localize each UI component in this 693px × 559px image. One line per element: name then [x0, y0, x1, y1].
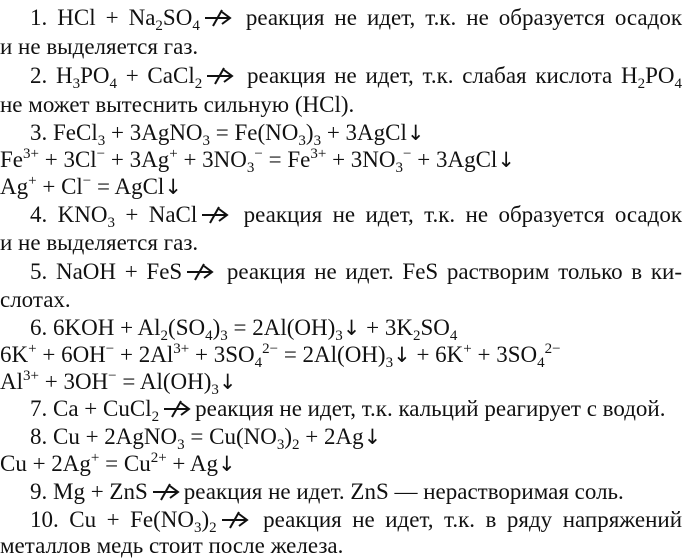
- item-3-line-1: 3. FeCl$_3$ + 3AgNO$_3$ = $Fe(NO_3)_3$ + 3AgCl↓: [30, 120, 425, 149]
- no-reaction-arrow-icon: [205, 66, 235, 86]
- precipitate-arrow-icon: ↓: [393, 343, 411, 367]
- item-5-line-1: 5. NaOH + FeS реакция не идет. FeS растворим только в ки-: [30, 259, 683, 284]
- item-3-line-3: Ag+ + Cl− = AgCl↓: [0, 173, 182, 199]
- item-7-line-1: 7. Ca + CuCl$_2$ реакция не идет, т.к. кальций реагирует с водой.: [30, 396, 666, 425]
- item-10-line-2: металлов медь стоит после железа.: [0, 533, 344, 558]
- no-reaction-arrow-icon: [203, 8, 233, 28]
- item-4-line-2: и не выделяется газ.: [0, 230, 199, 255]
- no-reaction-arrow-icon: [185, 262, 215, 282]
- item-8-line-2: $Cu + 2Ag^+ = Cu^{2+}$ + Ag↓: [0, 450, 236, 476]
- precipitate-arrow-icon: ↓: [164, 175, 182, 199]
- item-3-line-2: $Fe^{3+} + 3Cl^- + 3Ag^+ + 3NO_3^- = Fe^{3+} + 3NO_3^-$ + 3AgCl↓: [0, 146, 515, 176]
- item-10-line-1: 10. $Cu + Fe(NO_3)_2$ реакция не идет, т.к. в ряду напряжений: [30, 507, 683, 536]
- precipitate-arrow-icon: ↓: [363, 425, 382, 449]
- precipitate-arrow-icon: ↓: [406, 121, 425, 145]
- no-reaction-arrow-icon: [220, 510, 250, 530]
- item-5-line-2: слотах.: [0, 287, 71, 312]
- item-1-line-1: 1. HCl + $Na_2SO_4$ реакция не идет, т.к. не образуется осадок: [30, 5, 682, 34]
- no-reaction-arrow-icon: [200, 205, 230, 225]
- item-9-line-1: 9. Mg + ZnS реакция не идет. ZnS — нерастворимая соль.: [30, 479, 624, 504]
- item-2-line-1: 2. $H_3PO_4$ + CaCl$_2$ реакция не идет, т.к. слабая кислота $H_2PO_4$: [30, 63, 683, 92]
- precipitate-arrow-icon: ↓: [217, 452, 236, 476]
- item-1-line-2: и не выделяется газ.: [0, 34, 199, 59]
- precipitate-arrow-icon: ↓: [218, 370, 237, 394]
- item-6-line-3: $Al^{3+} + 3OH^-$ = $Al(OH)_3↓$: [0, 368, 237, 398]
- no-reaction-arrow-icon: [162, 399, 192, 419]
- no-reaction-arrow-icon: [151, 482, 181, 502]
- item-6-line-1: 6. $6KOH + Al_2(SO_4)_3$ = $2Al(OH)_3↓ + 3K_2SO_4$: [30, 315, 458, 344]
- item-2-line-2: не может вытеснить сильную (HCl).: [0, 92, 355, 117]
- item-4-line-1: 4. $KNO_3$ + NaCl реакция не идет, т.к. не образуется осадок: [30, 202, 683, 231]
- item-6-line-2: $6K^+ + 6OH^- + 2Al^{3+} + 3SO_4^{2-}$ = $2Al(OH)_3↓ + 6K^+ + 3SO_4^{2-}$: [0, 341, 561, 371]
- item-8-line-1: 8. Cu + 2AgNO$_3$ = $Cu(NO_3)_2$ + 2Ag↓: [30, 424, 382, 453]
- precipitate-arrow-icon: ↓: [342, 316, 361, 340]
- precipitate-arrow-icon: ↓: [497, 148, 515, 172]
